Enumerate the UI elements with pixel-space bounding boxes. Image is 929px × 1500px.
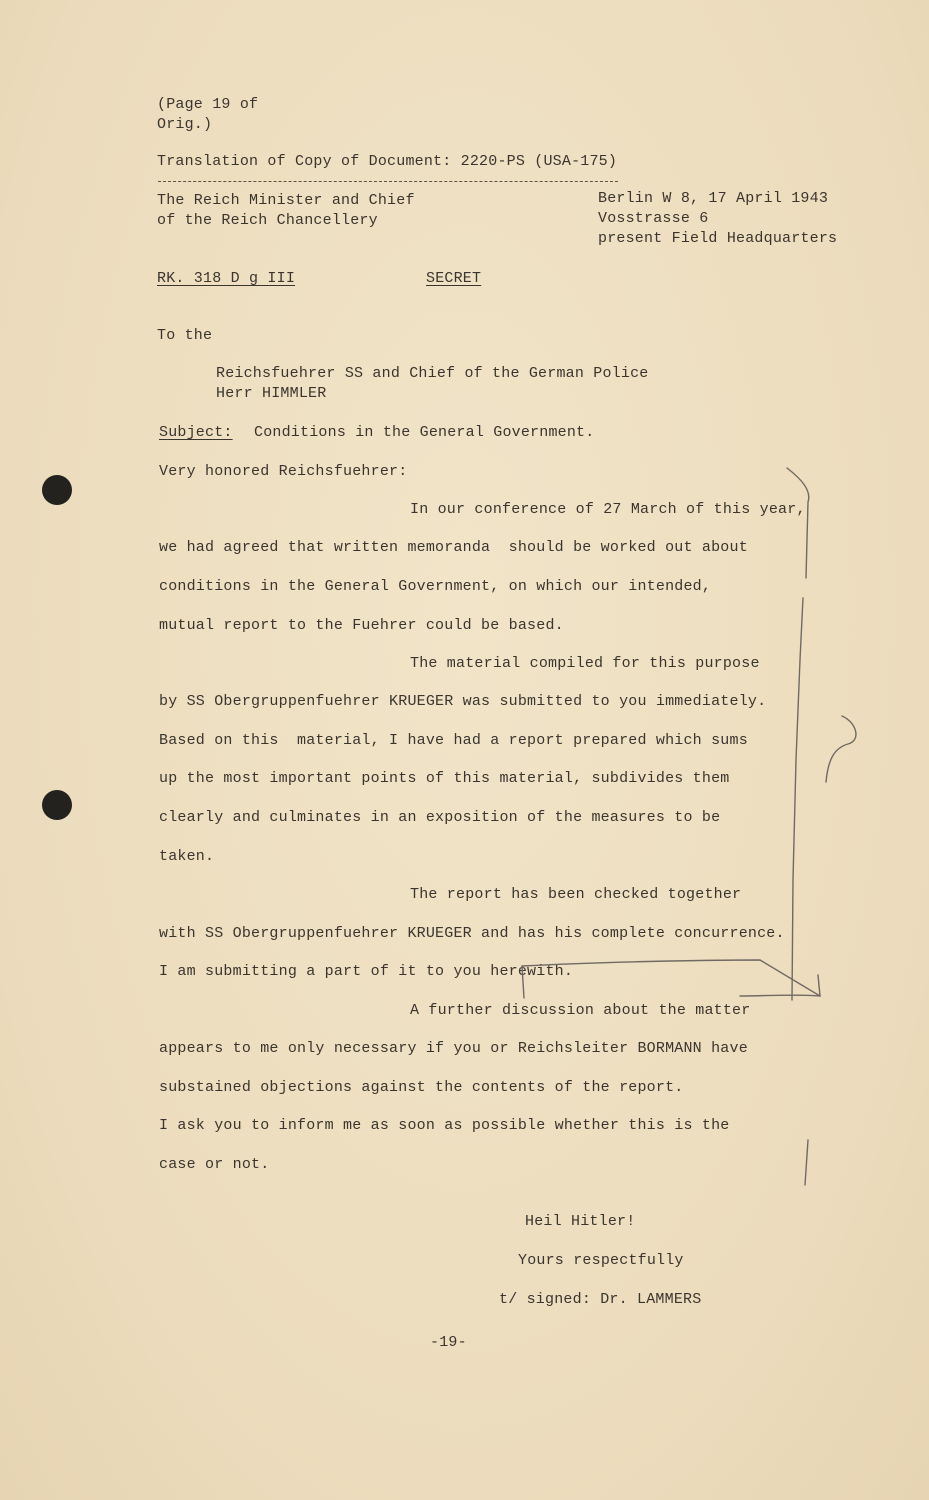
body-line: up the most important points of this material, subdivides them bbox=[159, 770, 730, 787]
sender-line2: of the Reich Chancellery bbox=[157, 212, 378, 229]
body-line: with SS Obergruppenfuehrer KRUEGER and has his complete concurrence. bbox=[159, 925, 785, 942]
page-reference-line1: (Page 19 of bbox=[157, 96, 259, 113]
body-line: appears to me only necessary if you or Reichsleiter BORMANN have bbox=[159, 1040, 748, 1057]
place-date: Berlin W 8, 17 April 1943 bbox=[598, 190, 829, 207]
subject-text: Conditions in the General Government. bbox=[254, 424, 595, 441]
page-reference-line2: Orig.) bbox=[157, 116, 213, 133]
body-line: substained objections against the contents of the report. bbox=[159, 1079, 684, 1096]
document-title: Translation of Copy of Document: 2220-PS (USA-175) bbox=[157, 153, 618, 170]
regards: Yours respectfully bbox=[518, 1252, 684, 1269]
subject-label: Subject: bbox=[159, 424, 233, 441]
body-line: clearly and culminates in an exposition of the measures to be bbox=[159, 809, 721, 826]
body-line: The material compiled for this purpose bbox=[410, 655, 760, 672]
body-line: case or not. bbox=[159, 1156, 270, 1173]
body-line: I am submitting a part of it to you herewith. bbox=[159, 963, 574, 980]
to-line: To the bbox=[157, 327, 213, 344]
body-line: I ask you to inform me as soon as possible whether this is the bbox=[159, 1117, 730, 1134]
body-line: taken. bbox=[159, 848, 215, 865]
page-number: -19- bbox=[430, 1334, 467, 1351]
reference-number: RK. 318 D g III bbox=[157, 270, 296, 287]
recipient-line2: Herr HIMMLER bbox=[216, 385, 327, 402]
body-line: Based on this material, I have had a report prepared which sums bbox=[159, 732, 748, 749]
closing: Heil Hitler! bbox=[525, 1213, 636, 1230]
body-line: we had agreed that written memoranda should be worked out about bbox=[159, 539, 748, 556]
body-line: conditions in the General Government, on which our intended, bbox=[159, 578, 712, 595]
location: present Field Headquarters bbox=[598, 230, 838, 247]
signature: t/ signed: Dr. LAMMERS bbox=[499, 1291, 702, 1308]
body-line: The report has been checked together bbox=[410, 886, 742, 903]
body-line: A further discussion about the matter bbox=[410, 1002, 751, 1019]
salutation: Very honored Reichsfuehrer: bbox=[159, 463, 408, 480]
body-line: In our conference of 27 March of this year, bbox=[410, 501, 806, 518]
sender-line1: The Reich Minister and Chief bbox=[157, 192, 415, 209]
classification: SECRET bbox=[426, 270, 482, 287]
body-line: by SS Obergruppenfuehrer KRUEGER was submitted to you immediately. bbox=[159, 693, 767, 710]
address: Vosstrasse 6 bbox=[598, 210, 709, 227]
recipient-line1: Reichsfuehrer SS and Chief of the German Police bbox=[216, 365, 649, 382]
body-line: mutual report to the Fuehrer could be based. bbox=[159, 617, 564, 634]
